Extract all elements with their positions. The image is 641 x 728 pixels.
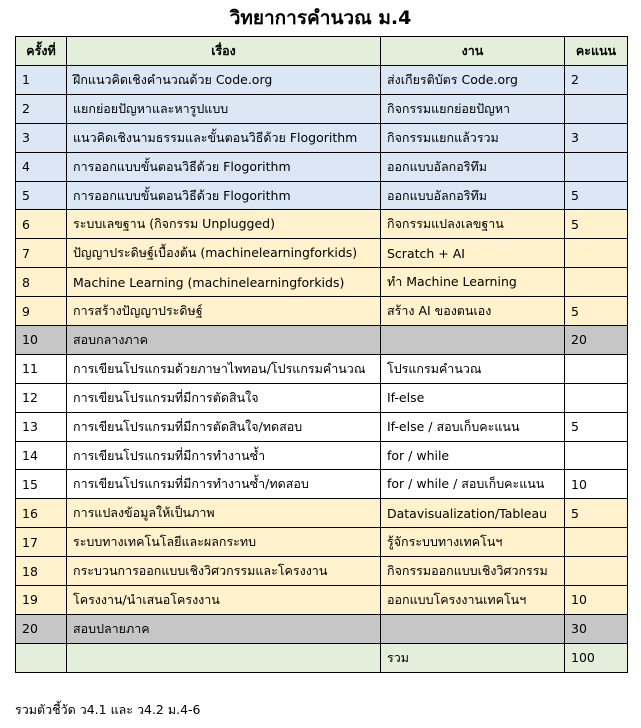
cell-session: 20 bbox=[16, 614, 67, 643]
table-row bbox=[16, 643, 628, 672]
cell-score: 20 bbox=[565, 326, 628, 355]
cell-topic: ฝึกแนวคิดเชิงคำนวณด้วย Code.org bbox=[67, 66, 381, 95]
cell-session: 16 bbox=[16, 499, 67, 528]
header-score: คะแนน bbox=[565, 37, 628, 66]
table-row bbox=[16, 441, 628, 470]
table-row bbox=[16, 181, 628, 210]
cell-session: 5 bbox=[16, 181, 67, 210]
cell-score: 100 bbox=[565, 643, 628, 672]
cell-topic bbox=[67, 643, 381, 672]
table-row bbox=[16, 152, 628, 181]
cell-topic: การออกแบบขั้นตอนวิธีด้วย Flogorithm bbox=[67, 181, 381, 210]
table-row bbox=[16, 239, 628, 268]
cell-score bbox=[565, 528, 628, 557]
table-row bbox=[16, 557, 628, 586]
cell-topic: การเขียนโปรแกรมที่มีการตัดสินใจ/ทดสอบ bbox=[67, 412, 381, 441]
cell-work: ออกแบบอัลกอริทึม bbox=[381, 152, 565, 181]
cell-topic: การเขียนโปรแกรมที่มีการตัดสินใจ bbox=[67, 383, 381, 412]
cell-session: 18 bbox=[16, 557, 67, 586]
indicator-note: รวมตัวชี้วัด ว4.1 และ ว4.2 ม.4-6 bbox=[15, 702, 201, 717]
table-row bbox=[16, 123, 628, 152]
header-session: ครั้งที่ bbox=[16, 37, 67, 66]
cell-score bbox=[565, 268, 628, 297]
cell-session: 19 bbox=[16, 586, 67, 615]
cell-score bbox=[565, 152, 628, 181]
table-body bbox=[16, 66, 628, 673]
cell-work: for / while bbox=[381, 441, 565, 470]
cell-topic: ระบบเลขฐาน (กิจกรรม Unplugged) bbox=[67, 210, 381, 239]
cell-topic: การออกแบบขั้นตอนวิธีด้วย Flogorithm bbox=[67, 152, 381, 181]
cell-score: 2 bbox=[565, 66, 628, 95]
cell-topic: แยกย่อยปัญหาและหารูปแบบ bbox=[67, 94, 381, 123]
table-row bbox=[16, 66, 628, 95]
cell-work: Datavisualization/Tableau bbox=[381, 499, 565, 528]
cell-session: 6 bbox=[16, 210, 67, 239]
cell-score: 30 bbox=[565, 614, 628, 643]
cell-topic: การสร้างปัญญาประดิษฐ์ bbox=[67, 297, 381, 326]
table-row bbox=[16, 614, 628, 643]
cell-topic: การเขียนโปรแกรมที่มีการทำงานซ้ำ/ทดสอบ bbox=[67, 470, 381, 499]
cell-work: กิจกรรมออกแบบเชิงวิศวกรรม bbox=[381, 557, 565, 586]
table-row bbox=[16, 94, 628, 123]
table-row bbox=[16, 586, 628, 615]
table-row bbox=[16, 470, 628, 499]
cell-score bbox=[565, 441, 628, 470]
cell-topic: ปัญญาประดิษฐ์เบื้องต้น (machinelearningforkids) bbox=[67, 239, 381, 268]
cell-work bbox=[381, 614, 565, 643]
cell-work: Scratch + AI bbox=[381, 239, 565, 268]
cell-session: 9 bbox=[16, 297, 67, 326]
cell-work: ออกแบบอัลกอริทึม bbox=[381, 181, 565, 210]
cell-topic: Machine Learning (machinelearningforkids) bbox=[67, 268, 381, 297]
table-row bbox=[16, 528, 628, 557]
cell-session: 15 bbox=[16, 470, 67, 499]
cell-work: กิจกรรมแยกย่อยปัญหา bbox=[381, 94, 565, 123]
cell-topic: สอบปลายภาค bbox=[67, 614, 381, 643]
table-row bbox=[16, 268, 628, 297]
cell-work: ทำ Machine Learning bbox=[381, 268, 565, 297]
cell-topic: แนวคิดเชิงนามธรรมและขั้นตอนวิธีด้วย Flogorithm bbox=[67, 123, 381, 152]
cell-work: ออกแบบโครงงานเทคโนฯ bbox=[381, 586, 565, 615]
cell-topic: ระบบทางเทคโนโลยีและผลกระทบ bbox=[67, 528, 381, 557]
cell-score bbox=[565, 239, 628, 268]
table-row bbox=[16, 326, 628, 355]
cell-topic: สอบกลางภาค bbox=[67, 326, 381, 355]
cell-work: for / while / สอบเก็บคะแนน bbox=[381, 470, 565, 499]
cell-score bbox=[565, 94, 628, 123]
cell-session: 11 bbox=[16, 354, 67, 383]
cell-work: รู้จักระบบทางเทคโนฯ bbox=[381, 528, 565, 557]
cell-topic: การเขียนโปรแกรมด้วยภาษาไพทอน/โปรแกรมคำนวณ bbox=[67, 354, 381, 383]
cell-session bbox=[16, 643, 67, 672]
cell-score: 10 bbox=[565, 470, 628, 499]
cell-score: 5 bbox=[565, 210, 628, 239]
cell-work: โปรแกรมคำนวณ bbox=[381, 354, 565, 383]
cell-score: 5 bbox=[565, 412, 628, 441]
page-title: วิทยาการคำนวณ ม.4 bbox=[229, 7, 412, 29]
cell-topic: กระบวนการออกแบบเชิงวิศวกรรมและโครงงาน bbox=[67, 557, 381, 586]
cell-score: 3 bbox=[565, 123, 628, 152]
cell-session: 17 bbox=[16, 528, 67, 557]
cell-topic: โครงงาน/นำเสนอโครงงาน bbox=[67, 586, 381, 615]
cell-session: 7 bbox=[16, 239, 67, 268]
cell-topic: การแปลงข้อมูลให้เป็นภาพ bbox=[67, 499, 381, 528]
cell-score bbox=[565, 383, 628, 412]
table-row bbox=[16, 412, 628, 441]
cell-session: 8 bbox=[16, 268, 67, 297]
cell-work: รวม bbox=[381, 643, 565, 672]
cell-work: สร้าง AI ของตนเอง bbox=[381, 297, 565, 326]
schedule-table bbox=[15, 36, 628, 673]
cell-work: If-else bbox=[381, 383, 565, 412]
cell-work: กิจกรรมแปลงเลขฐาน bbox=[381, 210, 565, 239]
cell-score: 10 bbox=[565, 586, 628, 615]
table-row bbox=[16, 499, 628, 528]
cell-work bbox=[381, 326, 565, 355]
cell-score: 5 bbox=[565, 181, 628, 210]
header-work: งาน bbox=[381, 37, 565, 66]
cell-topic: การเขียนโปรแกรมที่มีการทำงานซ้ำ bbox=[67, 441, 381, 470]
cell-session: 2 bbox=[16, 94, 67, 123]
cell-score: 5 bbox=[565, 499, 628, 528]
cell-session: 1 bbox=[16, 66, 67, 95]
table-row bbox=[16, 297, 628, 326]
cell-session: 10 bbox=[16, 326, 67, 355]
cell-session: 12 bbox=[16, 383, 67, 412]
cell-work: ส่งเกียรติบัตร Code.org bbox=[381, 66, 565, 95]
cell-session: 14 bbox=[16, 441, 67, 470]
table-row bbox=[16, 210, 628, 239]
table-row bbox=[16, 354, 628, 383]
cell-work: กิจกรรมแยกแล้วรวม bbox=[381, 123, 565, 152]
table-header-row bbox=[16, 37, 628, 66]
cell-session: 3 bbox=[16, 123, 67, 152]
table-row bbox=[16, 383, 628, 412]
cell-score bbox=[565, 557, 628, 586]
cell-work: If-else / สอบเก็บคะแนน bbox=[381, 412, 565, 441]
cell-session: 13 bbox=[16, 412, 67, 441]
cell-session: 4 bbox=[16, 152, 67, 181]
header-topic: เรื่อง bbox=[67, 37, 381, 66]
cell-score: 5 bbox=[565, 297, 628, 326]
cell-score bbox=[565, 354, 628, 383]
